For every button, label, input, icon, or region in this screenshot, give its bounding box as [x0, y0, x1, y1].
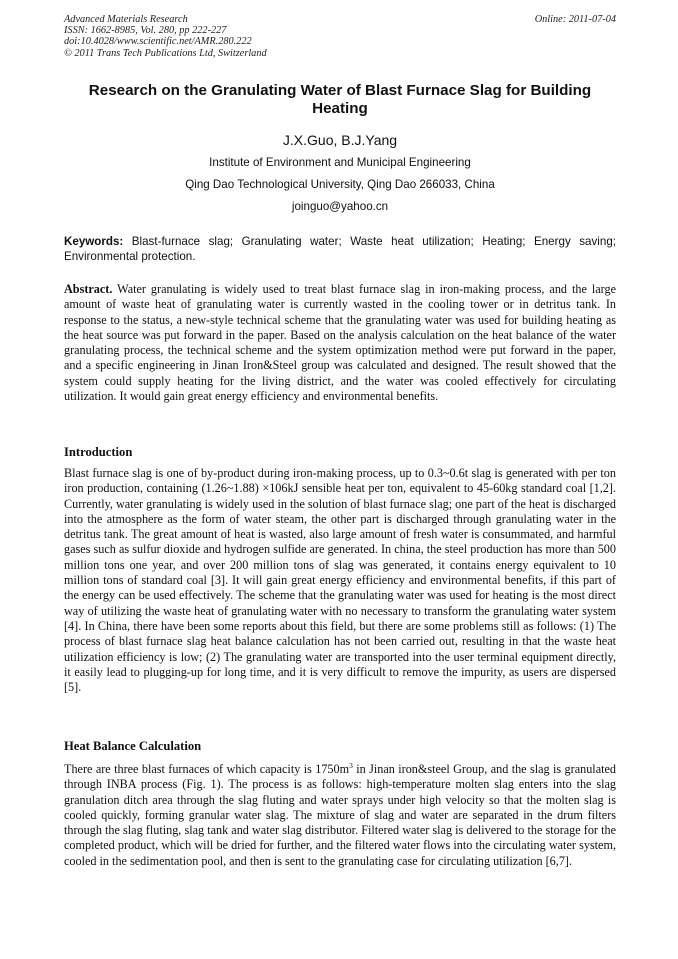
heat-balance-text-rest: in Jinan iron&steel Group, and the slag is granulated through INBA process (Fig. 1). The process is as follows: high-temperature molten slag enters into the slag granulation ditch area through the slag fluting and water sprays under high velocity so that the molten slag is cooled quickly, forming granular water slag. The mixture of slag and water are separated in the drum filters through the slag fluting, slag tank and water slag distributor. Filtered water slag is delivered to the storage for the completed product, which will be dried for further, and the filtered water flows into the circulating water system, cooled in the sedimentation pool, and then is sent to the granulating case for circulating utilization [6,7]. — [64, 762, 616, 868]
keywords-label: Keywords: — [64, 235, 124, 248]
superscript-cubic: 3 — [349, 761, 353, 770]
affiliation-institute: Institute of Environment and Municipal Engineering — [209, 156, 471, 169]
online-date: Online: 2011-07-04 — [534, 14, 616, 25]
keywords-text: Blast-furnace slag; Granulating water; Waste heat utilization; Heating; Energy saving; Environmental protection. — [64, 235, 616, 264]
heat-balance-text-start: There are three blast furnaces of which capacity is 1750m — [64, 762, 350, 776]
section-heading-introduction: Introduction — [64, 445, 133, 459]
journal-name: Advanced Materials Research — [64, 14, 188, 25]
paper-authors: J.X.Guo, B.J.Yang — [282, 132, 398, 148]
abstract-text: Water granulating is widely used to treat blast furnace slag in iron-making process, and the large amount of waste heat of granulating water is currently wasted in the cooling tower or in detritus tank. In response to the status, a new-style technical scheme that the granulating water was used for building heating as the heat source was put forward in the paper. Based on the analysis calculation on the heat balance of the water granulating process, the technical scheme and the system optimization method were put forward in the paper, and a specific engineering in Jinan Iron&Steel group was calculated and designed. The result showed that the system could supply heating for the living district, and the water was cooled effectively for circulating utilization. It would gain great energy efficiency and environmental benefits. — [64, 282, 616, 404]
author-email: joinguo@yahoo.cn — [291, 200, 389, 213]
heat-balance-paragraph — [64, 762, 616, 869]
journal-header — [64, 14, 616, 59]
doi-line: doi:10.4028/www.scientific.net/AMR.280.222 — [64, 36, 252, 48]
introduction-paragraph: Blast furnace slag is one of by-product during iron-making process, up to 0.3~0.6t slag is generated with per ton iron production, containing (1.26~1.88) ×106kJ sensible heat per ton, equivalent to 45-60kg standard coal [1,2]. Currently, water granulating is widely used in the solution of blast furnace slag; one part of the heat is discharged into the atmosphere as the form of water steam, the other part is discharged through granulating water in the detritus tank. The great amount of heat is wasted, also large amount of fresh water is consummated, and harmful gases such as sulfur dioxide and hydrogen sulfide are generated. In china, the steel production has more than 500 million tons one year, and over 200 million tons of slag was generated, it contains energy equivalent to 10 million tons of standard coal [3]. It will gain great energy efficiency and environmental benefits, if this part of the energy can be used effectively. The scheme that the granulating water was used for heating is the most direct way of utilizing the waste heat of granulating water with no necessary to transform the granulating water system [4]. In China, there have been some reports about this field, but there are some problems still as follows: (1) The process of blast furnace slag heat balance calculation has not been carried out, resulting in that the waste heat utilization efficiency is low; (2) The granulating water are transported into the user terminal equipment directly, it easily lead to plugging-up for long time, and it is very difficult to remove the impurity, as users are dispersed [5]. — [64, 466, 617, 695]
section-heading-heat-balance: Heat Balance Calculation — [64, 739, 202, 753]
abstract-label: Abstract. — [64, 282, 113, 296]
issn-line: ISSN: 1662-8985, Vol. 280, pp 222-227 — [64, 25, 227, 37]
keywords-block — [64, 234, 616, 265]
abstract-block — [64, 282, 616, 404]
affiliation-university: Qing Dao Technological University, Qing Dao 266033, China — [185, 178, 495, 191]
copyright-line: © 2011 Trans Tech Publications Ltd, Switzerland — [64, 47, 267, 59]
paper-title: Research on the Granulating Water of Blast Furnace Slag for Building Heating — [88, 82, 592, 117]
